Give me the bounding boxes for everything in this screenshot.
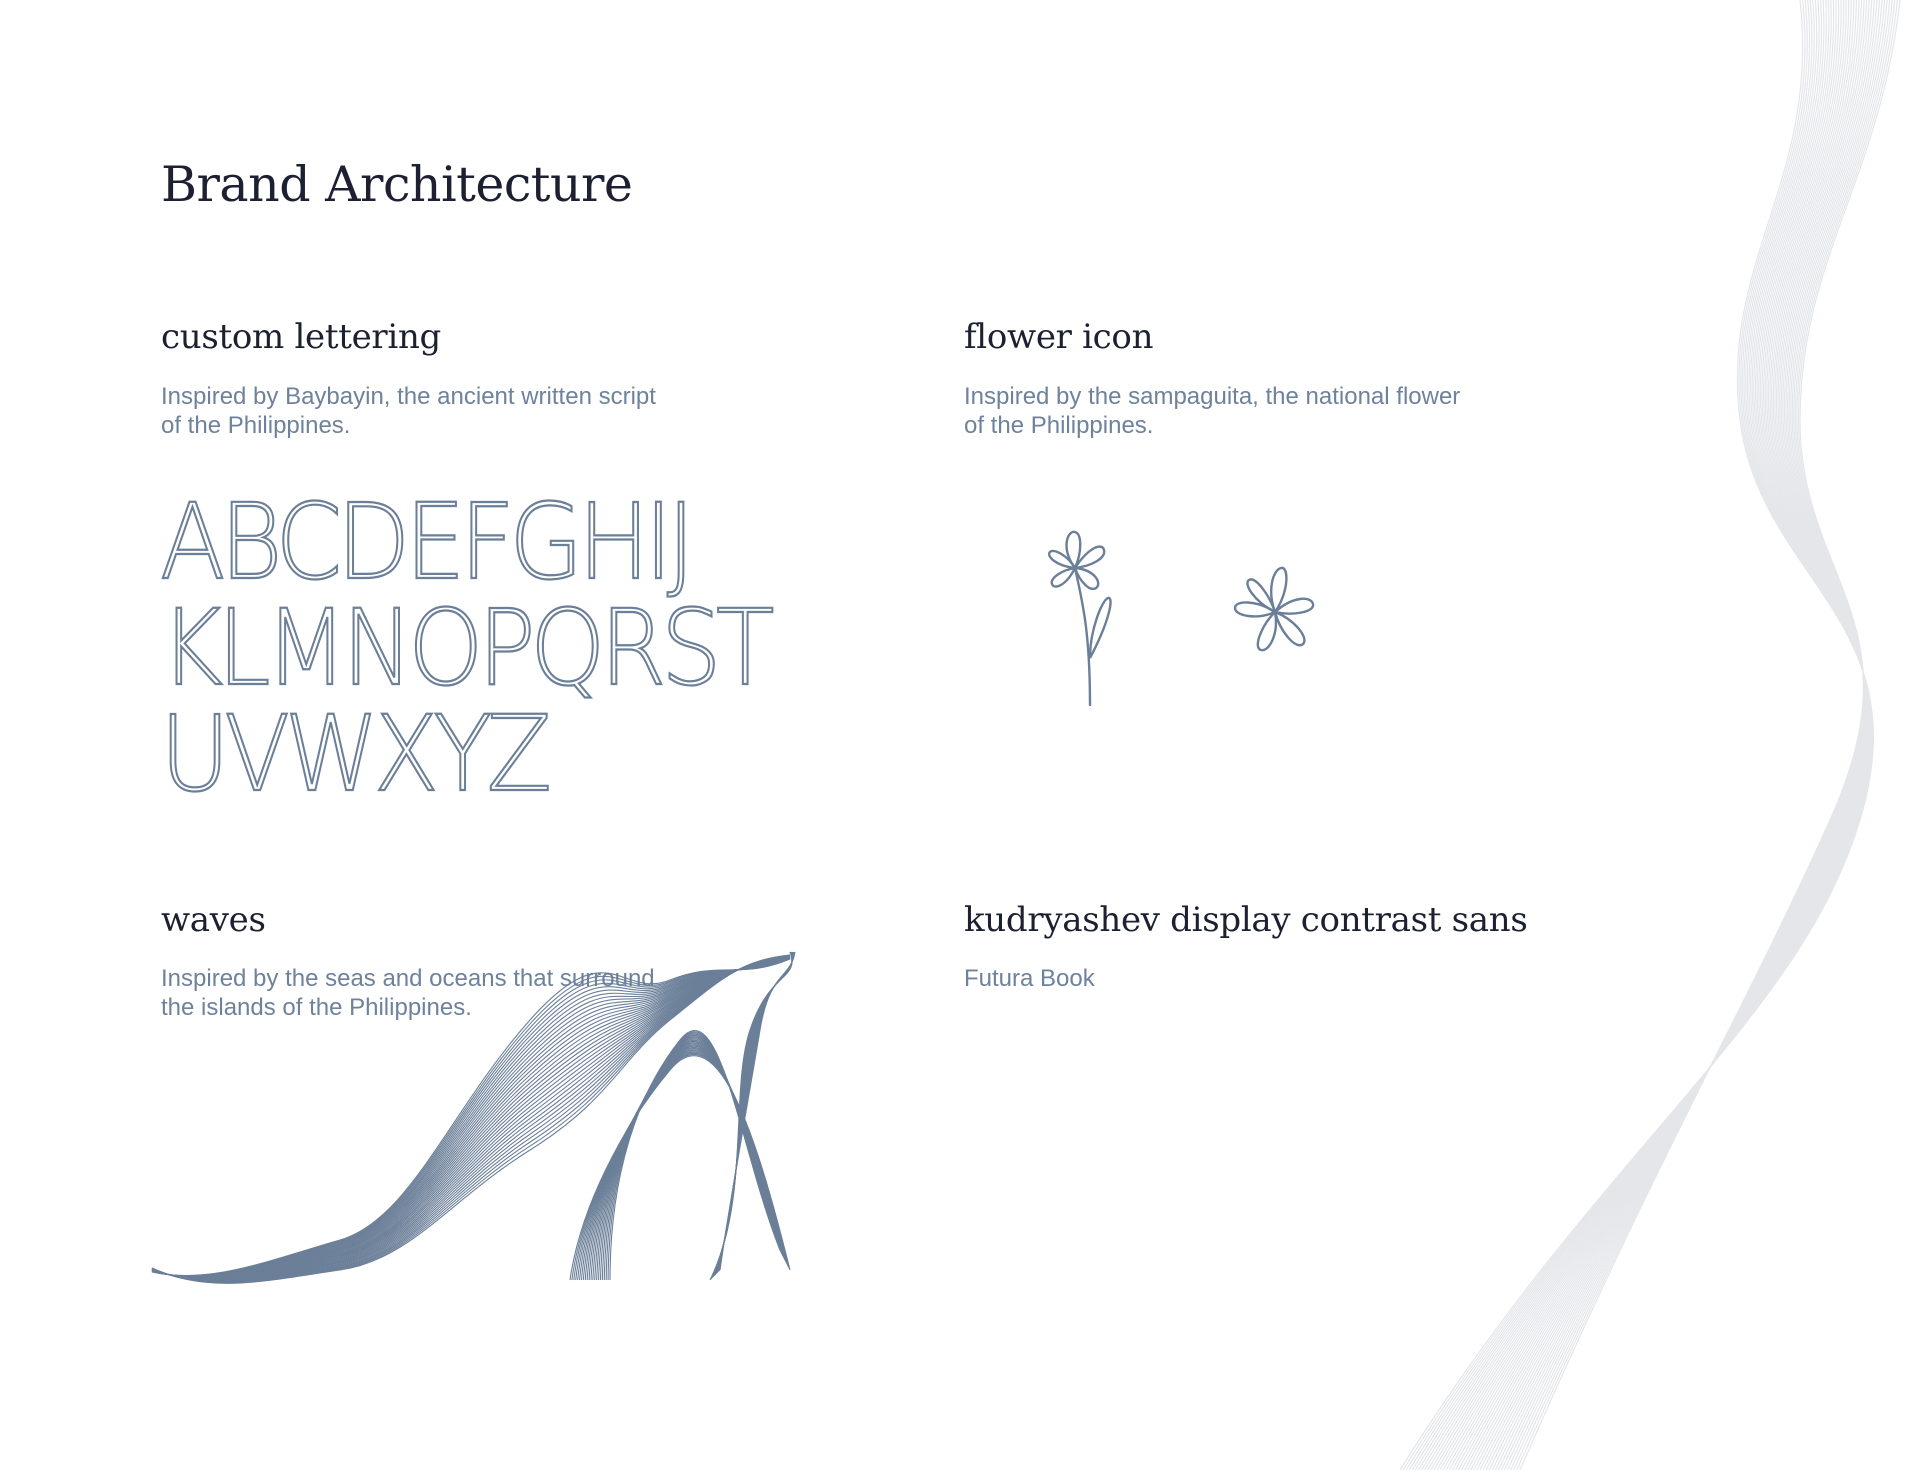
- flower-icon-title: flower icon: [964, 317, 1154, 357]
- wave-line: [718, 952, 794, 1272]
- flower-icon-description: Inspired by the sampaguita, the national flower of the Philippines.: [964, 383, 1461, 439]
- background-line: [1449, 0, 1868, 1470]
- wave-line: [719, 952, 795, 1271]
- custom-lettering-alphabet: [160, 481, 822, 815]
- background-line: [1471, 0, 1866, 1470]
- waves-description: Inspired by the seas and oceans that surround the islands of the Philippines.: [161, 965, 655, 1021]
- flower-icons: [1030, 520, 1350, 720]
- background-line: [1474, 0, 1866, 1470]
- alphabet-row: UVWXYZ: [160, 693, 547, 815]
- wave-line: [152, 955, 790, 1282]
- wave-line: [714, 952, 792, 1276]
- wave-line: [713, 952, 793, 1277]
- waves-illustration: [150, 950, 810, 1310]
- waves-title: waves: [161, 900, 266, 940]
- font-secondary-name: Futura Book: [964, 965, 1095, 992]
- wave-line: [720, 952, 795, 1270]
- alphabet-row: KLMNOPQRST: [160, 587, 769, 709]
- wave-line: [152, 955, 790, 1281]
- wave-line: [152, 955, 790, 1282]
- background-line: [1425, 0, 1871, 1470]
- font-name-title: kudryashev display contrast sans: [964, 900, 1528, 940]
- custom-lettering-description: Inspired by Baybayin, the ancient written script of the Philippines.: [161, 383, 656, 439]
- wave-line: [712, 952, 792, 1278]
- background-line: [1462, 0, 1867, 1470]
- background-line: [1418, 0, 1871, 1470]
- background-line: [1477, 0, 1866, 1470]
- alphabet-row: ABCDEFGHIJ: [160, 481, 690, 603]
- wave-line: [152, 955, 790, 1283]
- background-line: [1452, 0, 1867, 1470]
- wave-line: [152, 958, 790, 1276]
- background-line: [1489, 0, 1874, 1470]
- sampaguita-stem-icon: [1049, 532, 1110, 705]
- page-title: Brand Architecture: [161, 156, 633, 213]
- custom-lettering-title: custom lettering: [161, 317, 441, 357]
- wave-line: [713, 952, 792, 1277]
- sampaguita-blossom-icon: [1235, 568, 1313, 650]
- background-line: [1495, 0, 1879, 1470]
- wave-line: [152, 955, 790, 1283]
- background-line: [1511, 0, 1893, 1470]
- background-line: [1480, 0, 1867, 1470]
- background-line: [1422, 0, 1871, 1470]
- wave-line: [719, 952, 794, 1271]
